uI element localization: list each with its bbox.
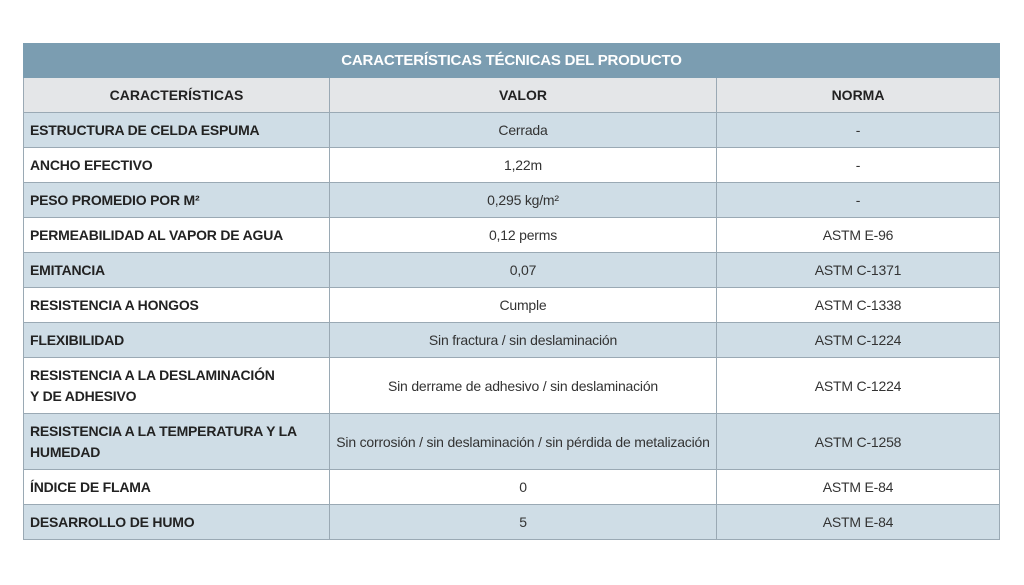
row-label <box>24 358 330 414</box>
row-value: Sin derrame de adhesivo / sin deslaminación <box>330 358 717 414</box>
table-row <box>24 113 1000 148</box>
row-label <box>24 148 330 183</box>
row-norm: ASTM C-1224 <box>717 323 1000 358</box>
row-label <box>24 113 330 148</box>
table-row <box>24 323 1000 358</box>
row-label-line: RESISTENCIA A HONGOS <box>30 296 199 313</box>
table-row <box>24 218 1000 253</box>
row-label-line: EMITANCIA <box>30 261 105 278</box>
row-norm: ASTM E-84 <box>717 505 1000 540</box>
row-label-line: ESTRUCTURA DE CELDA ESPUMA <box>30 121 260 138</box>
row-value: Cerrada <box>330 113 717 148</box>
row-value: Sin corrosión / sin deslaminación / sin pérdida de metalización <box>330 414 717 470</box>
row-label-line: ÍNDICE DE FLAMA <box>30 478 151 495</box>
column-header-valor: VALOR <box>330 78 717 113</box>
row-label <box>24 505 330 540</box>
row-value: Sin fractura / sin deslaminación <box>330 323 717 358</box>
column-header-caracteristicas: CARACTERÍSTICAS <box>24 78 330 113</box>
table-row <box>24 288 1000 323</box>
row-label-line: RESISTENCIA A LA DESLAMINACIÓN <box>30 366 275 383</box>
row-norm: ASTM C-1258 <box>717 414 1000 470</box>
product-specs-table <box>23 43 1000 540</box>
row-value: 0 <box>330 470 717 505</box>
row-norm: ASTM C-1371 <box>717 253 1000 288</box>
row-norm: ASTM E-84 <box>717 470 1000 505</box>
row-norm: - <box>717 148 1000 183</box>
row-label-line: DESARROLLO DE HUMO <box>30 513 195 530</box>
row-value: 5 <box>330 505 717 540</box>
row-value: Cumple <box>330 288 717 323</box>
row-label <box>24 323 330 358</box>
row-label-line: PERMEABILIDAD AL VAPOR DE AGUA <box>30 226 284 243</box>
table-row <box>24 253 1000 288</box>
table-row <box>24 505 1000 540</box>
row-label <box>24 470 330 505</box>
row-norm: ASTM E-96 <box>717 218 1000 253</box>
row-label-line: Y DE ADHESIVO <box>30 387 137 404</box>
row-label-line: ANCHO EFECTIVO <box>30 156 153 173</box>
row-value: 0,12 perms <box>330 218 717 253</box>
row-label-line: PESO PROMEDIO POR M² <box>30 191 200 208</box>
table-row <box>24 470 1000 505</box>
table-title: CARACTERÍSTICAS TÉCNICAS DEL PRODUCTO <box>24 44 1000 78</box>
row-norm: ASTM C-1338 <box>717 288 1000 323</box>
product-specs-table-container <box>23 43 999 540</box>
table-row <box>24 358 1000 414</box>
row-label <box>24 253 330 288</box>
row-norm: ASTM C-1224 <box>717 358 1000 414</box>
table-row <box>24 183 1000 218</box>
row-label-line: HUMEDAD <box>30 443 101 460</box>
row-label <box>24 288 330 323</box>
row-norm: - <box>717 183 1000 218</box>
row-value: 1,22m <box>330 148 717 183</box>
row-label <box>24 183 330 218</box>
row-norm: - <box>717 113 1000 148</box>
row-value: 0,295 kg/m² <box>330 183 717 218</box>
row-label-line: RESISTENCIA A LA TEMPERATURA Y LA <box>30 422 297 439</box>
table-row <box>24 414 1000 470</box>
row-label <box>24 218 330 253</box>
row-label <box>24 414 330 470</box>
column-header-norma: NORMA <box>717 78 1000 113</box>
table-row <box>24 148 1000 183</box>
row-value: 0,07 <box>330 253 717 288</box>
row-label-line: FLEXIBILIDAD <box>30 331 125 348</box>
